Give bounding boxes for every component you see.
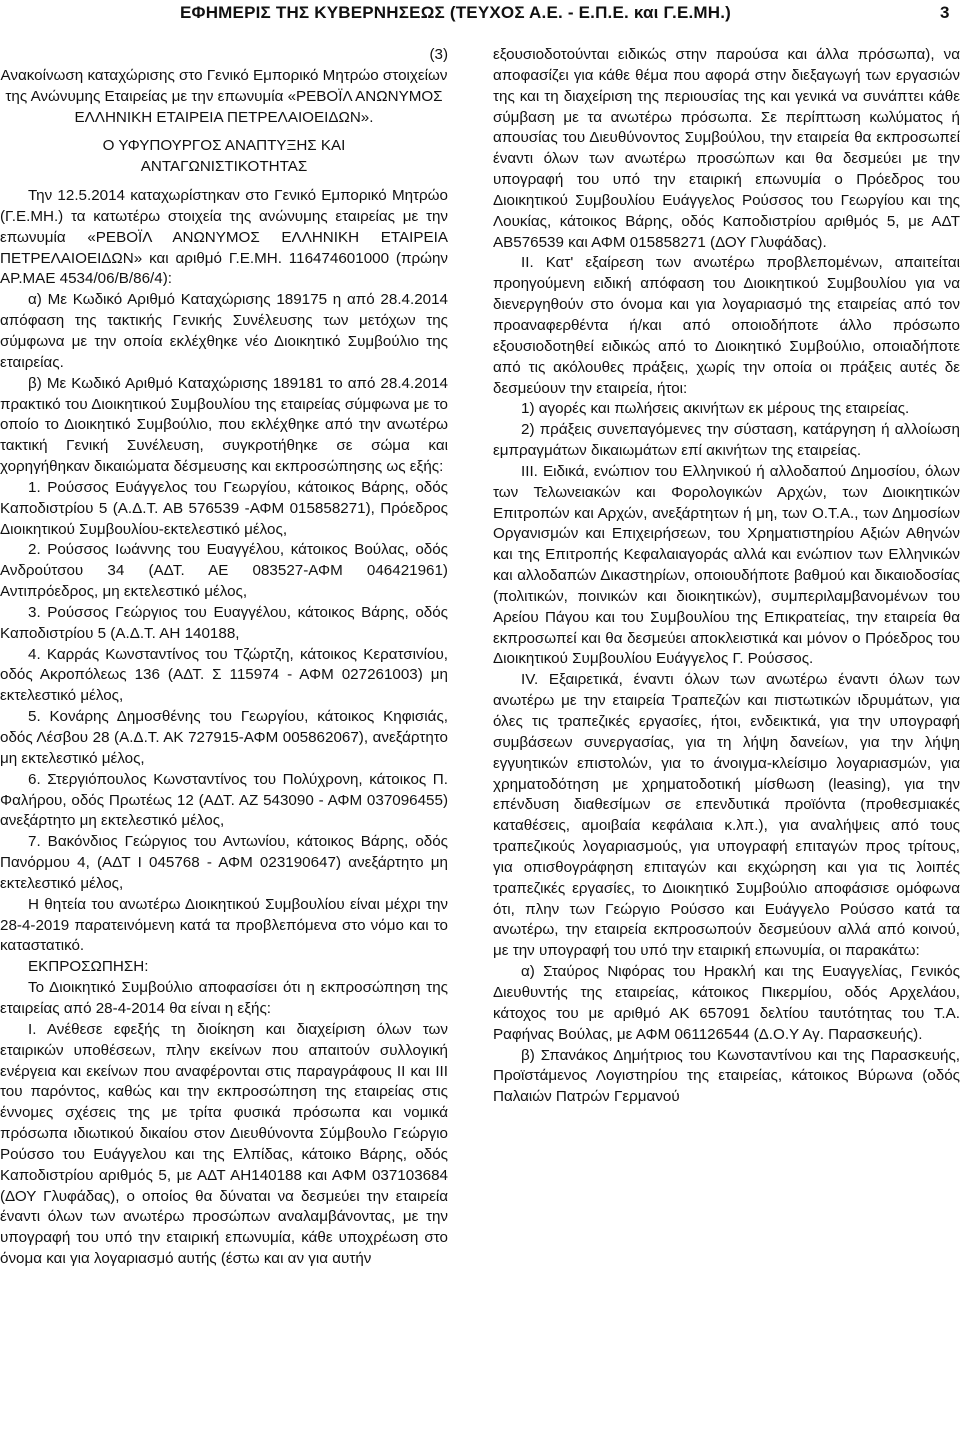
section-ii: ΙΙ. Κατ' εξαίρεση των ανωτέρω προβλεπομένων, απαιτείται προηγούμενη ειδική απόφαση του Διοικητικού Συμβουλίου για να διενεργηθούν στο όνομα και για λογαριασμό της εταιρείας από τον προαναφερθέντα ή/και από οποιοδήποτε άλλο πρόσωπο εξουσιοδοτηθεί ειδικώς από το Διοικητικό Συμβούλιο, οποιαδήποτε από τις ακόλουθες πράξεις, χωρίς την οποία οι πράξεις αυτές δε δεσμεύουν την εταιρεία, ήτοι: (493, 254, 960, 397)
section-ii-item-1: 1) αγορές και πωλήσεις ακινήτων εκ μέρους της εταιρείας. (521, 400, 910, 418)
paragraph-registration: Την 12.5.2014 καταχωρίστηκαν στο Γενικό Εμπορικό Μητρώο (Γ.Ε.ΜΗ.) τα κατωτέρω στοιχεία της ανώνυμης εταιρείας με την επωνυμία «ΡΕΒΟΪΛ ΑΝΩΝΥΜΟΣ ΕΛΛΗΝΙΚΗ ΕΤΑΙΡΕΙΑ ΠΕΤΡΕΛΑΙΟΕΙΔΩΝ» και αριθμό Γ.Ε.ΜΗ. 116474601000 (πρώην ΑΡ.ΜΑΕ 4534/06/Β/86/4): (0, 187, 448, 288)
page-header (0, 0, 960, 30)
board-member-7: 7. Βακόνδιος Γεώργιος του Αντωνίου, κάτοικος Βάρης, οδός Πανόρμου 4, (ΑΔΤ Ι 045768 - ΑΦΜ 023190647) ανεξάρτητο μη εκτελεστικό μέλος, (0, 833, 448, 892)
representation-heading: ΕΚΠΡΟΣΩΠΗΣΗ: (28, 958, 149, 976)
page-number: 3 (940, 3, 950, 22)
paragraph-a: α) Με Κωδικό Αριθμό Καταχώρισης 189175 η από 28.4.2014 απόφαση της τακτικής Γενικής Συνέλευσης των μετόχων της σύμφωνα με την οποία εκλέχθηκε νέο Διοικητικό Συμβούλιο της εταιρείας. (0, 291, 448, 371)
section-iv: ΙV. Εξαιρετικά, έναντι όλων των ανωτέρω έναντι όλων των ανωτέρω με την εταιρεία Τραπεζών και πιστωτικών ιδρυμάτων, για όλες τις τραπεζικές εργασίες, ήτοι, ενδεικτικά, για την υπογραφή συμβάσεων συνεργασίας, για τη λήψη δανείων, για την λήψη εγγυητικών επιστολών, για το άνοιγμα-κλείσιμο λογαριασμών, για χρηματοδότηση με χρηματοδοτική μίσθωση (leasing), για την επένδυση διαθεσίμων σε επενδυτικά προϊόντα (προθεσμιακές καταθέσεις, αμοιβαία κεφάλαια κ.λπ.), για αναλήψεις από τους τραπεζικούς λογαριασμούς, για υπογραφή επιταγών προς τρίτους, για οπισθογράφηση επιταγών και εκχώρηση και για τις λοιπές τραπεζικές εργασίες, το Διοικητικό Συμβούλιο αποφάσισε ομόφωνα ότι, πλην των Γεώργιο Ρούσσο και Ευάγγελο Ρούσσο κατά τα ανωτέρω, την εταιρεία εκπροσωπούν δεσμεύουν αλλά από κοινού, με την υπογραφή του υπό την εταιρική επωνυμία, οι παρακάτω: (493, 671, 960, 960)
ministry-line-2: ΑΝΤΑΓΩΝΙΣΤΙΚΟΤΗΤΑΣ (140, 158, 308, 176)
representation-intro: Το Διοικητικό Συμβούλιο αποφασίσει ότι η εκπροσώπηση της εταιρείας από 28-4-2014 θα είναι η εξής: (0, 979, 448, 1017)
right-column (493, 45, 960, 1108)
ministry-line-1: Ο ΥΦΥΠΟΥΡΓΟΣ ΑΝΑΠΤΥΞΗΣ ΚΑΙ (102, 137, 346, 155)
board-member-6: 6. Στεργιόπουλος Κωνσταντίνος του Πολύχρονη, κάτοικος Π. Φαλήρου, οδός Πρωτέως 12 (ΑΔΤ. ΑΖ 543090 - ΑΦΜ 037096455) ανεξάρτητο μη εκτελεστικό μέλος, (0, 770, 448, 830)
board-member-5: 5. Κονάρης Δημοσθένης του Γεωργίου, κάτοικος Κηφισιάς, οδός Λέσβου 28 (Α.Δ.Τ. ΑΚ 727915-ΑΦΜ 005862067), ανεξάρτητο μη εκτελεστικό μέλος, (0, 708, 448, 767)
paragraph-b: β) Με Κωδικό Αριθμό Καταχώρισης 189181 το από 28.4.2014 πρακτικό του Διοικητικού Συμβουλίου της εταιρείας σύμφωνα με το οποίο το Διοικητικό Συμβούλιο, που εκλέχθηκε από την ανωτέρω τακτική Γενική Συνέλευση, συγκροτήθηκε σε σώμα και χορηγήθηκαν δικαιώματα δέσμευσης και εκπροσώπησης ως εξής: (0, 374, 448, 476)
announcement-intro: Ανακοίνωση καταχώρισης στο Γενικό Εμπορικό Μητρώο στοιχείων της Ανώνυμης Εταιρείας με την επωνυμία «ΡΕΒΟΪΛ ΑΝΩΝΥΜΟΣ ΕΛΛΗΝΙΚΗ ΕΤΑΙΡΕΙΑ ΠΕΤΡΕΛΑΙΟΕΙΔΩΝ». (0, 66, 448, 126)
gazette-title: ΕΦΗΜΕΡΙΣ ΤΗΣ ΚΥΒΕΡΝΗΣΕΩΣ (ΤΕΥΧΟΣ Α.Ε. - Ε.Π.Ε. και Γ.Ε.ΜΗ.) (180, 3, 732, 22)
item-number: (3) (429, 46, 448, 63)
section-i: Ι. Ανέθεσε εφεξής τη διοίκηση και διαχείριση όλων των εταιρικών υποθέσεων, πλην εκείνων που απαιτούν συλλογική ενέργεια και εκείνων που αναφέρονται στις παραγράφους ΙΙ και ΙΙΙ του παρόντος, καθώς και την εκπροσώπηση της εταιρείας στις έννομες σχέσεις της με τρίτα φυσικά πρόσωπα και νομικά πρόσωπα ιδιωτικού δικαίου στον Διευθύνοντα Σύμβουλο Γεώργιο Ρούσσο του Ευάγγελου και της Ελπίδας, κάτοικο Βάρης, οδός Καποδιστρίου αριθμός 5, με ΑΔΤ ΑΗ140188 και ΑΦΜ 037103684 (ΔΟΥ Γλυφάδας), ο οποίος θα δύναται να δεσμεύει την εταιρεία έναντι όλων των ανωτέρω προσώπων αναλαμβάνοντας, με την υπογραφή του υπό την εταιρική επωνυμία, κάθε υποχρέωση στο όνομα και για λογαριασμό αυτής (έστω και αν για αυτήν (0, 1020, 448, 1268)
board-member-1: 1. Ρούσσος Ευάγγελος του Γεωργίου, κάτοικος Βάρης, οδός Καποδιστρίου 5 (Α.Δ.Τ. ΑΒ 576539 -ΑΦΜ 015858271), Πρόεδρος Διοικητικού Συμβουλίου-εκτελεστικό μέλος, (0, 478, 448, 538)
left-column (0, 45, 448, 1270)
board-term: Η θητεία του ανωτέρω Διοικητικού Συμβουλίου είναι μέχρι την 28-4-2019 παρατεινόμενη κατά τα προβλεπόμενα στο νόμο και το καταστατικό. (0, 895, 448, 955)
board-member-2: 2. Ρούσσος Ιωάννης του Ευαγγέλου, κάτοικος Βούλας, οδός Ανδρούτσου 34 (ΑΔΤ. ΑΕ 083527-ΑΦΜ 046421961) Αντιπρόεδρος, μη εκτελεστικό μέλος, (0, 541, 448, 601)
section-iii: ΙΙΙ. Ειδικά, ενώπιον του Ελληνικού ή αλλοδαπού Δημοσίου, όλων των Τελωνειακών και Φορολογικών Αρχών, των Διοικητικών Επιτροπών και Αρχών, ανεξάρτητων ή μη, των Ο.Τ.Α., των Δημοσίων Οργανισμών και Επιχειρήσεων, του Χρηματιστηρίου Αξιών Αθηνών και της Επιτροπής Κεφαλαιαγοράς αλλά και ενώπιον των Ελληνικών και αλλοδαπών Δικαστηρίων, οποιουδήποτε βαθμού και δικαιοδοσίας (πολιτικών, ποινικών και διοικητικών), συμπεριλαμβανομένων του Αρείου Πάγου και του Συμβουλίου της Επικρατείας, την εταιρεία θα εκπροσωπεί και θα δεσμεύει αποκλειστικά και μόνον ο Πρόεδρος του Διοικητικού Συμβουλίου Ευάγγελος Γ. Ρούσσος. (493, 462, 960, 668)
section-iv-signatory-b: β) Σπανάκος Δημήτριος του Κωνσταντίνου και της Παρασκευής, Προϊστάμενος Λογιστηρίου της εταιρείας, κάτοικος Βύρωνα (οδός Παλαιών Πατρών Γερμανού (493, 1046, 960, 1106)
section-ii-item-2: 2) πράξεις συνεπαγόμενες την σύσταση, κατάργηση ή αλλοίωση εμπραγμάτων δικαιωμάτων επί ακινήτων της εταιρείας. (493, 421, 960, 460)
board-member-4: 4. Καρράς Κωνσταντίνος του Τζώρτζη, κάτοικος Κερατσινίου, οδός Ακροπόλεως 136 (ΑΔΤ. Σ 115974 - ΑΦΜ 027261003) μη εκτελεστικό μέλος, (0, 645, 448, 705)
section-i-continued: εξουσιοδοτούνται ειδικώς στην παρούσα και άλλα πρόσωπα), να αποφασίζει για κάθε θέμα που αφορά στην διεξαγωγή των εργασιών της και τη διαχείριση της περιουσίας της και γενικά να συνάπτει κάθε σύμβαση με τα ανωτέρω πρόσωπα. Σε περίπτωση κωλύματος ή απουσίας του Διευθύνοντος Συμβούλου, την εταιρεία θα εκπροσωπεί έναντι όλων των ανωτέρω προσώπων και θα δεσμεύει με την υπογραφή του υπό την εταιρική επωνυμία ο Πρόεδρος του Διοικητικού Συμβουλίου Ευάγγελος Ρούσσος του Γεωργίου και της Λουκίας, κάτοικος Βάρης, οδός Καποδιστρίου αριθμός 5, με ΑΔΤ ΑΒ576539 και ΑΦΜ 015858271 (ΔΟΥ Γλυφάδας). (493, 46, 960, 251)
board-member-3: 3. Ρούσσος Γεώργιος του Ευαγγέλου, κάτοικος Βάρης, οδός Καποδιστρίου 5 (Α.Δ.Τ. ΑΗ 140188, (0, 603, 448, 642)
section-iv-signatory-a: α) Σταύρος Νιφόρας του Ηρακλή και της Ευαγγελίας, Γενικός Διευθυντής της εταιρείας, κάτοικος Πικερμίου, οδός Αρχελάου, κάτοχος του με αριθμό ΑΚ 657091 δελτίου ταυτότητας του Τ.Α. Ραφήνας Βούλας, με ΑΦΜ 061126544 (Δ.Ο.Υ Αγ. Παρασκευής). (493, 963, 960, 1043)
